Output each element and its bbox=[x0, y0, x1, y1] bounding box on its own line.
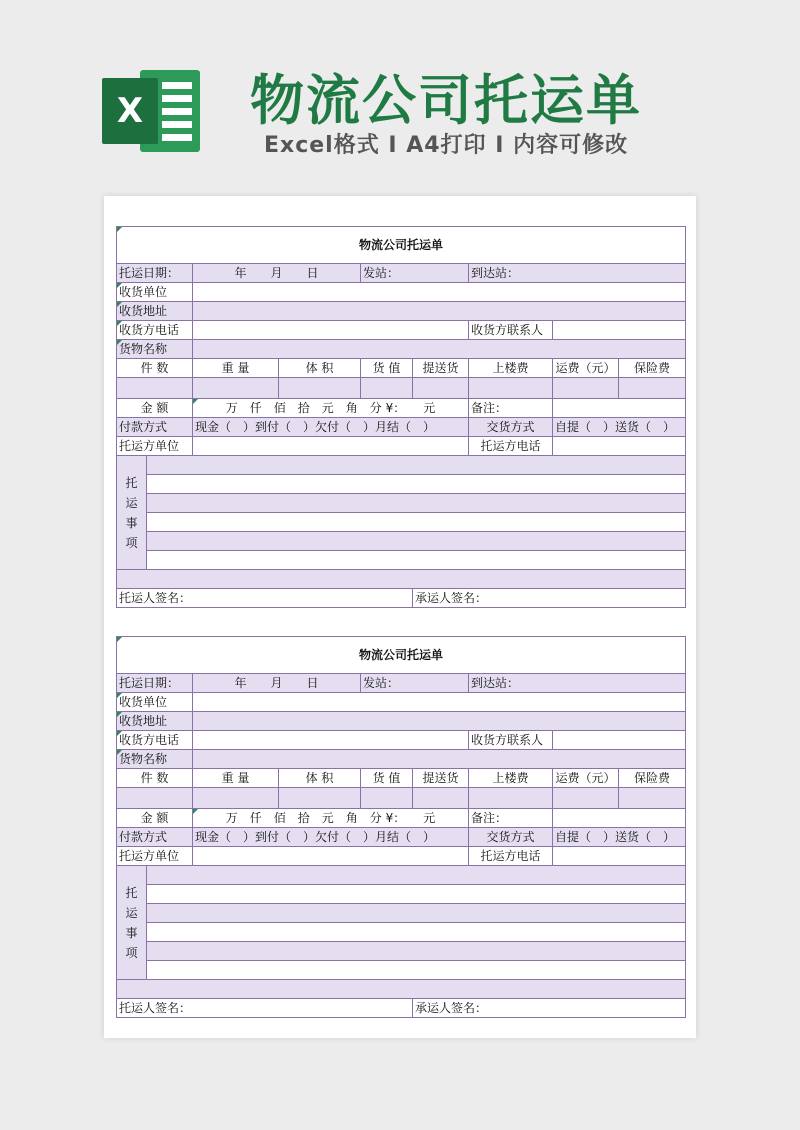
shipper-signature[interactable]: 托运人签名： bbox=[117, 589, 413, 608]
pickup-field[interactable] bbox=[413, 788, 469, 809]
notes-line[interactable] bbox=[147, 961, 686, 980]
shipper-phone-label: 托运方电话 bbox=[469, 437, 553, 456]
remarks-field[interactable] bbox=[553, 809, 686, 828]
stairs-fee-field[interactable] bbox=[469, 788, 553, 809]
shipper-unit-label: 托运方单位 bbox=[117, 437, 193, 456]
goods-name-label: 货物名称 bbox=[117, 340, 193, 359]
goods-name-field[interactable] bbox=[193, 340, 686, 359]
consignee-address-label: 收货地址 bbox=[117, 302, 193, 321]
date-field[interactable]: 年 月 日 bbox=[193, 264, 361, 283]
form-title: 物流公司托运单 bbox=[117, 227, 686, 264]
delivery-label: 交货方式 bbox=[469, 828, 553, 847]
col-weight: 重 量 bbox=[193, 769, 279, 788]
freight-field[interactable] bbox=[553, 378, 619, 399]
remarks-field[interactable] bbox=[553, 399, 686, 418]
goods-name-label: 货物名称 bbox=[117, 750, 193, 769]
col-freight: 运费（元） bbox=[553, 769, 619, 788]
value-field[interactable] bbox=[361, 378, 413, 399]
col-insurance: 保险费 bbox=[619, 769, 686, 788]
banner-title: 物流公司托运单 bbox=[250, 69, 642, 132]
col-pickup: 提送货 bbox=[413, 769, 469, 788]
shipper-phone-label: 托运方电话 bbox=[469, 847, 553, 866]
consignee-address-field[interactable] bbox=[193, 302, 686, 321]
consignee-contact-label: 收货方联系人 bbox=[469, 731, 553, 750]
consignee-unit-field[interactable] bbox=[193, 283, 686, 302]
col-value: 货 值 bbox=[361, 769, 413, 788]
consignee-phone-field[interactable] bbox=[193, 321, 469, 340]
col-volume: 体 积 bbox=[279, 769, 361, 788]
col-insurance: 保险费 bbox=[619, 359, 686, 378]
weight-field[interactable] bbox=[193, 788, 279, 809]
notes-line[interactable] bbox=[147, 866, 686, 885]
value-field[interactable] bbox=[361, 788, 413, 809]
insurance-field[interactable] bbox=[619, 378, 686, 399]
payment-label: 付款方式 bbox=[117, 418, 193, 437]
origin-label[interactable]: 发站： bbox=[361, 264, 469, 283]
consignee-unit-field[interactable] bbox=[193, 693, 686, 712]
svg-text:X: X bbox=[116, 91, 144, 131]
payment-options[interactable]: 现金（ ）到付（ ）欠付（ ）月结（ ） bbox=[193, 828, 469, 847]
payment-label: 付款方式 bbox=[117, 828, 193, 847]
consignee-unit-label: 收货单位 bbox=[117, 693, 193, 712]
pieces-field[interactable] bbox=[117, 788, 193, 809]
destination-label[interactable]: 到达站： bbox=[469, 674, 686, 693]
notes-label: 托 运 事 项 bbox=[117, 456, 147, 570]
col-stairs-fee: 上楼费 bbox=[469, 769, 553, 788]
consignee-contact-field[interactable] bbox=[553, 321, 686, 340]
col-pieces: 件 数 bbox=[117, 769, 193, 788]
waybill-form-1 bbox=[116, 226, 685, 608]
destination-label[interactable]: 到达站： bbox=[469, 264, 686, 283]
shipper-unit-field[interactable] bbox=[193, 437, 469, 456]
carrier-signature[interactable]: 承运人签名： bbox=[413, 589, 686, 608]
consignee-unit-label: 收货单位 bbox=[117, 283, 193, 302]
col-freight: 运费（元） bbox=[553, 359, 619, 378]
remarks-label: 备注： bbox=[469, 809, 553, 828]
volume-field[interactable] bbox=[279, 788, 361, 809]
notes-label: 托 运 事 项 bbox=[117, 866, 147, 980]
shipper-phone-field[interactable] bbox=[553, 437, 686, 456]
consignee-phone-label: 收货方电话 bbox=[117, 731, 193, 750]
notes-line[interactable] bbox=[147, 551, 686, 570]
excel-logo-icon bbox=[100, 66, 202, 156]
notes-line[interactable] bbox=[147, 513, 686, 532]
weight-field[interactable] bbox=[193, 378, 279, 399]
form-title: 物流公司托运单 bbox=[117, 637, 686, 674]
shipper-unit-label: 托运方单位 bbox=[117, 847, 193, 866]
notes-line[interactable] bbox=[147, 532, 686, 551]
col-stairs-fee: 上楼费 bbox=[469, 359, 553, 378]
delivery-label: 交货方式 bbox=[469, 418, 553, 437]
payment-options[interactable]: 现金（ ）到付（ ）欠付（ ）月结（ ） bbox=[193, 418, 469, 437]
stairs-fee-field[interactable] bbox=[469, 378, 553, 399]
shipper-phone-field[interactable] bbox=[553, 847, 686, 866]
insurance-field[interactable] bbox=[619, 788, 686, 809]
amount-field[interactable]: 万 仟 佰 拾 元 角 分 ¥： 元 bbox=[193, 399, 469, 418]
notes-line[interactable] bbox=[147, 475, 686, 494]
amount-field[interactable]: 万 仟 佰 拾 元 角 分 ¥： 元 bbox=[193, 809, 469, 828]
col-pickup: 提送货 bbox=[413, 359, 469, 378]
consignee-contact-label: 收货方联系人 bbox=[469, 321, 553, 340]
notes-line[interactable] bbox=[147, 456, 686, 475]
pickup-field[interactable] bbox=[413, 378, 469, 399]
notes-line[interactable] bbox=[147, 885, 686, 904]
origin-label[interactable]: 发站： bbox=[361, 674, 469, 693]
pieces-field[interactable] bbox=[117, 378, 193, 399]
notes-line[interactable] bbox=[147, 494, 686, 513]
spacer-row bbox=[117, 570, 686, 589]
banner-subtitle: Excel格式 I A4打印 I 内容可修改 bbox=[264, 133, 629, 158]
consignee-phone-field[interactable] bbox=[193, 731, 469, 750]
col-volume: 体 积 bbox=[279, 359, 361, 378]
waybill-form-2 bbox=[116, 636, 685, 1018]
consignee-address-field[interactable] bbox=[193, 712, 686, 731]
consignee-contact-field[interactable] bbox=[553, 731, 686, 750]
freight-field[interactable] bbox=[553, 788, 619, 809]
date-label: 托运日期： bbox=[117, 674, 193, 693]
spacer-row bbox=[117, 980, 686, 999]
col-pieces: 件 数 bbox=[117, 359, 193, 378]
notes-line[interactable] bbox=[147, 942, 686, 961]
shipper-signature[interactable]: 托运人签名： bbox=[117, 999, 413, 1018]
notes-line[interactable] bbox=[147, 904, 686, 923]
notes-line[interactable] bbox=[147, 923, 686, 942]
shipper-unit-field[interactable] bbox=[193, 847, 469, 866]
carrier-signature[interactable]: 承运人签名： bbox=[413, 999, 686, 1018]
date-field[interactable]: 年 月 日 bbox=[193, 674, 361, 693]
volume-field[interactable] bbox=[279, 378, 361, 399]
amount-label: 金 额 bbox=[117, 809, 193, 828]
consignee-address-label: 收货地址 bbox=[117, 712, 193, 731]
delivery-options[interactable]: 自提（ ）送货（ ） bbox=[553, 828, 686, 847]
date-label: 托运日期： bbox=[117, 264, 193, 283]
consignee-phone-label: 收货方电话 bbox=[117, 321, 193, 340]
col-weight: 重 量 bbox=[193, 359, 279, 378]
delivery-options[interactable]: 自提（ ）送货（ ） bbox=[553, 418, 686, 437]
amount-label: 金 额 bbox=[117, 399, 193, 418]
remarks-label: 备注： bbox=[469, 399, 553, 418]
col-value: 货 值 bbox=[361, 359, 413, 378]
goods-name-field[interactable] bbox=[193, 750, 686, 769]
